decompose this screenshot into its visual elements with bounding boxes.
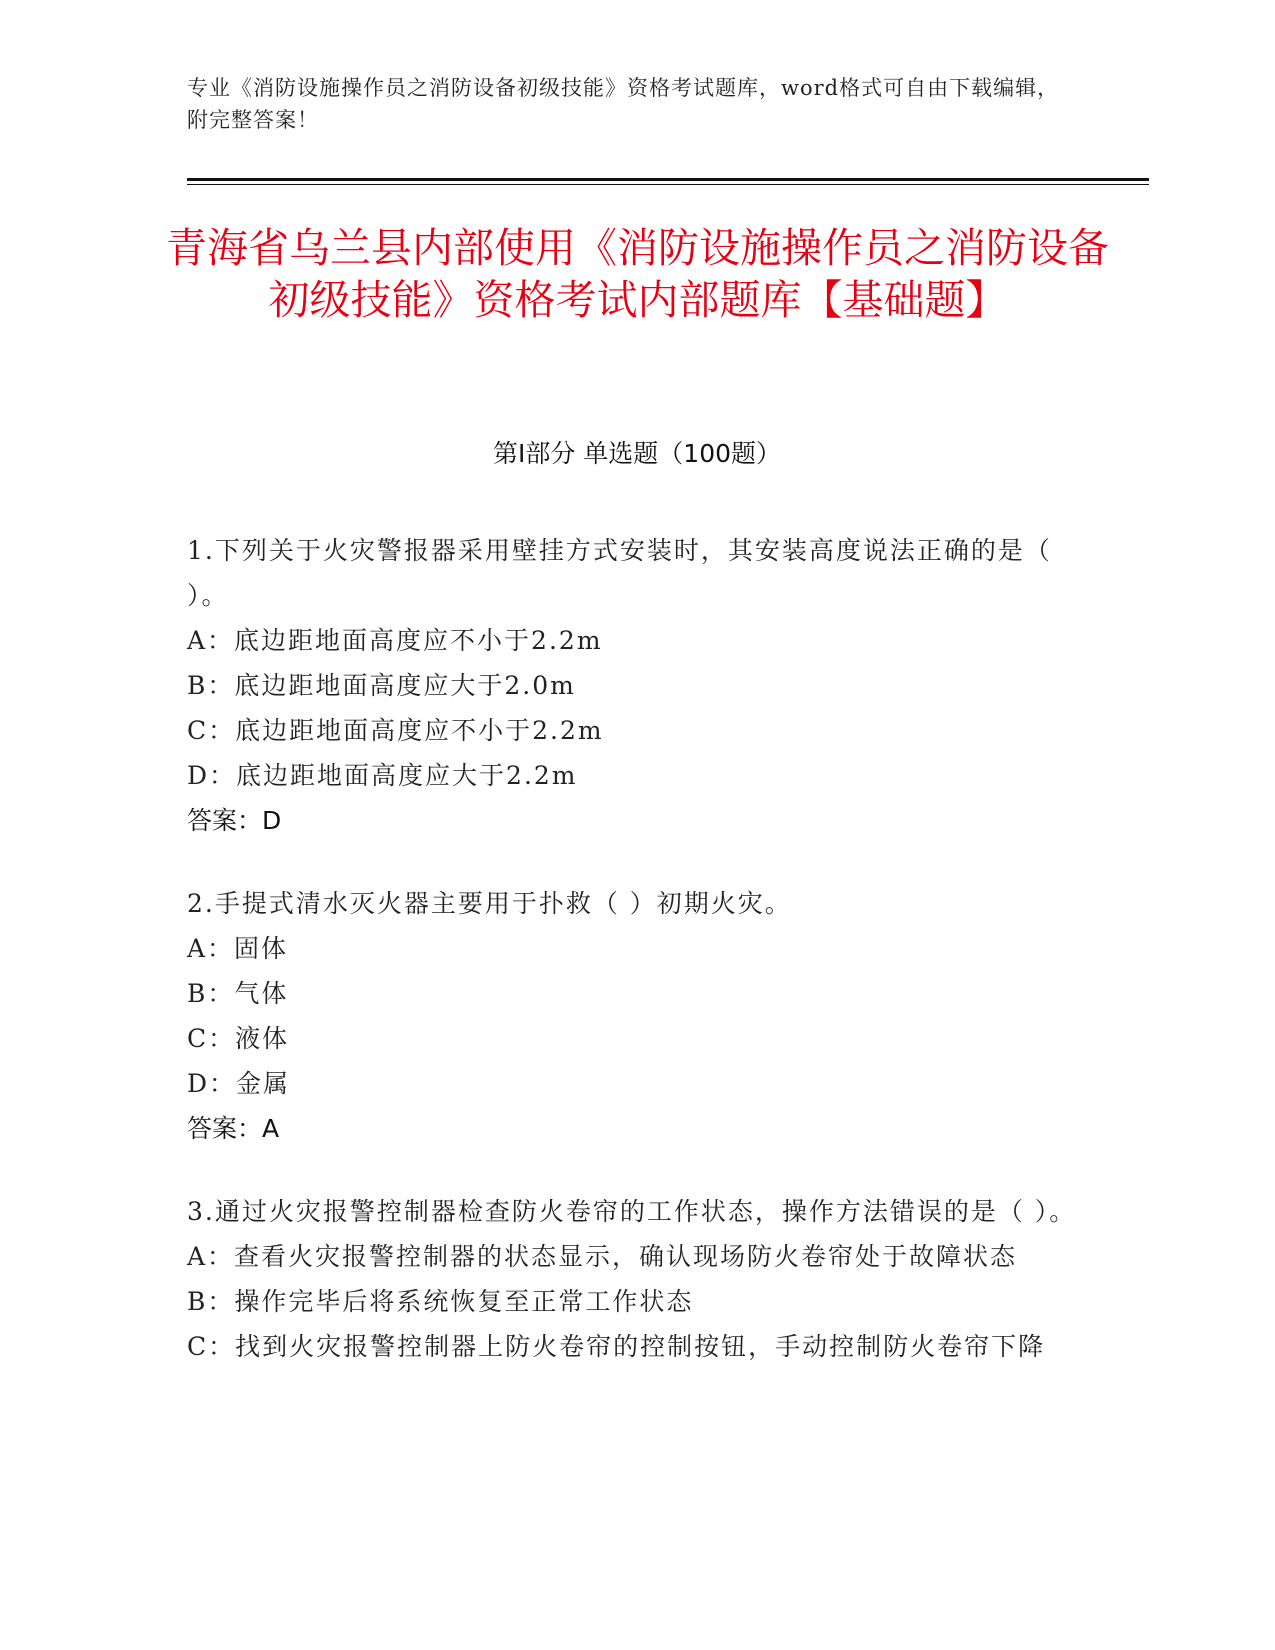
question-2 xyxy=(187,881,1087,1151)
section-title: 第Ⅰ部分 单选题（100题） xyxy=(492,439,782,468)
option-a: A：固体 xyxy=(187,934,289,963)
answer: 答案：D xyxy=(187,806,282,835)
option-c: C：液体 xyxy=(187,1024,290,1053)
question-stem: 1.下列关于火灾警报器采用壁挂方式安装时，其安装高度说法正确的是（ ）。 xyxy=(187,536,1052,610)
question-1 xyxy=(187,528,1087,843)
option-b: B：底边距地面高度应大于2.0m xyxy=(187,671,576,700)
document-title: 青海省乌兰县内部使用《消防设施操作员之消防设备初级技能》资格考试内部题库【基础题】 xyxy=(166,224,1109,324)
option-c: C：底边距地面高度应不小于2.2m xyxy=(187,716,604,745)
question-list xyxy=(187,528,1087,1407)
option-a: A：底边距地面高度应不小于2.2m xyxy=(187,626,603,655)
option-b: B：操作完毕后将系统恢复至正常工作状态 xyxy=(187,1287,694,1316)
question-3 xyxy=(187,1189,1087,1369)
option-d: D：金属 xyxy=(187,1069,291,1098)
option-d: D：底边距地面高度应大于2.2m xyxy=(187,761,578,790)
header-note: 专业《消防设施操作员之消防设备初级技能》资格考试题库，word格式可自由下载编辑，附完整答案！ xyxy=(187,76,1060,132)
question-stem: 2.手提式清水灭火器主要用于扑救（ ）初期火灾。 xyxy=(187,889,792,918)
question-stem: 3.通过火灾报警控制器检查防火卷帘的工作状态，操作方法错误的是（ ）。 xyxy=(187,1197,1077,1226)
answer: 答案：A xyxy=(187,1114,280,1143)
header-rule-thick xyxy=(187,178,1149,181)
option-c: C：找到火灾报警控制器上防火卷帘的控制按钮，手动控制防火卷帘下降 xyxy=(187,1332,1046,1361)
option-a: A：查看火灾报警控制器的状态显示，确认现场防火卷帘处于故障状态 xyxy=(187,1242,1018,1271)
option-b: B：气体 xyxy=(187,979,289,1008)
header-rule-thin xyxy=(187,184,1149,185)
